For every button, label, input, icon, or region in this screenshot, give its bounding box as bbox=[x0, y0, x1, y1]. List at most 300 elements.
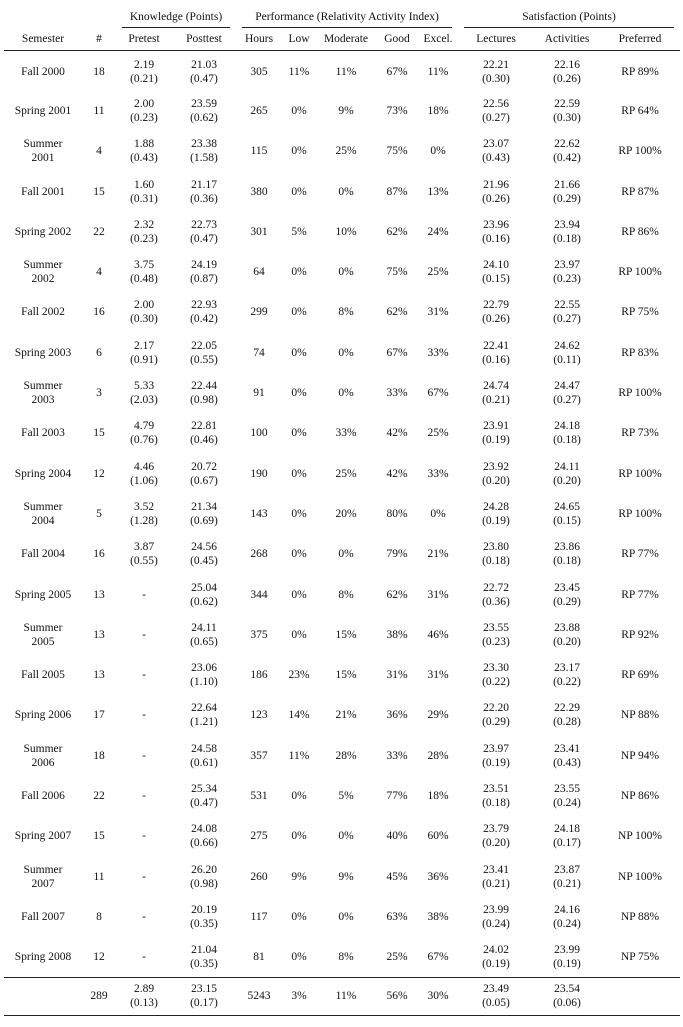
cell-semester: Fall 2001 bbox=[21, 185, 65, 198]
cell-excellent: 0% bbox=[430, 507, 446, 520]
cell-low: 0% bbox=[291, 628, 307, 641]
cell-pretest: 4.79 (0.76) bbox=[130, 420, 158, 447]
cell-posttest: 22.05 (0.55) bbox=[190, 339, 218, 366]
cell-hours: 115 bbox=[250, 145, 268, 158]
totals-good: 56% bbox=[376, 977, 418, 1015]
cell-hours: 123 bbox=[250, 709, 268, 722]
cell-pretest: - bbox=[142, 628, 146, 641]
cell-excellent: 33% bbox=[427, 346, 449, 359]
cell-activities: 22.16 (0.26) bbox=[553, 58, 581, 85]
totals-preferred bbox=[600, 977, 680, 1015]
cell-low: 11% bbox=[288, 749, 310, 762]
cell-posttest: 24.56 (0.45) bbox=[190, 541, 218, 568]
cell-low: 11% bbox=[288, 65, 310, 78]
cell-moderate: 9% bbox=[338, 870, 354, 883]
cell-semester: Fall 2000 bbox=[21, 65, 65, 78]
cell-count: 18 bbox=[93, 749, 105, 762]
cell-lectures: 24.74 (0.21) bbox=[482, 380, 510, 407]
cell-low: 0% bbox=[291, 104, 307, 117]
cell-semester: Summer 2001 bbox=[23, 138, 63, 165]
table-row bbox=[4, 413, 680, 453]
cell-hours: 344 bbox=[250, 588, 268, 601]
cell-preferred: RP 73% bbox=[621, 427, 659, 440]
cell-posttest: 21.03 (0.47) bbox=[190, 58, 218, 85]
cell-count: 13 bbox=[93, 669, 105, 682]
cell-posttest: 24.11 (0.65) bbox=[190, 621, 218, 648]
cell-count: 5 bbox=[96, 507, 102, 520]
cell-preferred: RP 92% bbox=[621, 628, 659, 641]
cell-lectures: 24.02 (0.19) bbox=[482, 943, 510, 970]
cell-preferred: RP 69% bbox=[621, 669, 659, 682]
cell-lectures: 23.91 (0.19) bbox=[482, 420, 510, 447]
cell-semester: Summer 2002 bbox=[23, 259, 63, 286]
table-row bbox=[4, 91, 680, 131]
cell-moderate: 28% bbox=[335, 749, 357, 762]
cell-good: 73% bbox=[386, 104, 408, 117]
cell-moderate: 0% bbox=[338, 185, 354, 198]
cell-lectures: 22.20 (0.29) bbox=[482, 702, 510, 729]
cell-preferred: RP 100% bbox=[618, 467, 662, 480]
cell-preferred: RP 83% bbox=[621, 346, 659, 359]
cell-activities: 22.62 (0.42) bbox=[553, 138, 581, 165]
cell-preferred: NP 94% bbox=[620, 749, 660, 762]
cell-activities: 23.99 (0.19) bbox=[553, 943, 581, 970]
cell-lectures: 23.07 (0.43) bbox=[482, 138, 510, 165]
cell-moderate: 33% bbox=[335, 427, 357, 440]
cell-low: 0% bbox=[291, 830, 307, 843]
cell-good: 79% bbox=[386, 548, 408, 561]
totals-activities: 23.54 (0.06) bbox=[534, 977, 600, 1015]
table-row bbox=[4, 494, 680, 534]
cell-pretest: - bbox=[142, 749, 146, 762]
totals-posttest: 23.15 (0.17) bbox=[172, 977, 236, 1015]
cell-hours: 260 bbox=[250, 870, 268, 883]
cell-excellent: 29% bbox=[427, 709, 449, 722]
totals-moderate: 11% bbox=[316, 977, 376, 1015]
col-header-preferred: Preferred bbox=[600, 28, 680, 51]
cell-semester: Fall 2002 bbox=[21, 306, 65, 319]
table-header bbox=[4, 6, 680, 51]
cell-preferred: RP 64% bbox=[621, 104, 659, 117]
cell-posttest: 25.34 (0.47) bbox=[190, 782, 218, 809]
cell-hours: 265 bbox=[250, 104, 268, 117]
cell-activities: 23.94 (0.18) bbox=[553, 218, 581, 245]
totals-excellent: 30% bbox=[418, 977, 458, 1015]
cell-pretest: 3.75 (0.48) bbox=[130, 259, 158, 286]
table-row bbox=[4, 373, 680, 413]
cell-preferred: RP 100% bbox=[618, 387, 662, 400]
cell-lectures: 22.72 (0.36) bbox=[482, 581, 510, 608]
cell-excellent: 67% bbox=[427, 950, 449, 963]
cell-pretest: 1.88 (0.43) bbox=[130, 138, 158, 165]
cell-low: 0% bbox=[291, 266, 307, 279]
cell-hours: 268 bbox=[250, 548, 268, 561]
col-header-semester: Semester bbox=[4, 28, 82, 51]
table-row bbox=[4, 131, 680, 171]
cell-activities: 23.17 (0.22) bbox=[553, 662, 581, 689]
cell-preferred: NP 100% bbox=[618, 830, 662, 843]
cell-moderate: 8% bbox=[338, 950, 354, 963]
table-row bbox=[4, 574, 680, 614]
group-header-knowledge: Knowledge (Points) bbox=[116, 6, 236, 28]
cell-good: 42% bbox=[386, 427, 408, 440]
cell-count: 16 bbox=[93, 306, 105, 319]
cell-moderate: 25% bbox=[335, 467, 357, 480]
cell-semester: Summer 2005 bbox=[23, 621, 63, 648]
cell-low: 5% bbox=[291, 225, 307, 238]
cell-semester: Summer 2006 bbox=[23, 742, 63, 769]
cell-low: 0% bbox=[291, 427, 307, 440]
col-header-activities: Activities bbox=[534, 28, 600, 51]
table-body bbox=[4, 51, 680, 978]
cell-count: 4 bbox=[96, 145, 102, 158]
cell-count: 6 bbox=[96, 346, 102, 359]
cell-good: 25% bbox=[386, 950, 408, 963]
cell-lectures: 23.92 (0.20) bbox=[482, 460, 510, 487]
cell-good: 67% bbox=[386, 65, 408, 78]
cell-activities: 21.66 (0.29) bbox=[553, 178, 581, 205]
cell-hours: 305 bbox=[250, 65, 268, 78]
cell-pretest: - bbox=[142, 588, 146, 601]
cell-pretest: - bbox=[142, 709, 146, 722]
cell-good: 31% bbox=[386, 669, 408, 682]
cell-moderate: 20% bbox=[335, 507, 357, 520]
cell-semester: Spring 2004 bbox=[14, 467, 72, 480]
cell-hours: 91 bbox=[253, 387, 265, 400]
cell-excellent: 11% bbox=[427, 65, 449, 78]
cell-lectures: 23.55 (0.23) bbox=[482, 621, 510, 648]
cell-low: 0% bbox=[291, 507, 307, 520]
cell-posttest: 21.17 (0.36) bbox=[190, 178, 218, 205]
cell-low: 23% bbox=[288, 669, 310, 682]
cell-moderate: 0% bbox=[338, 266, 354, 279]
cell-preferred: RP 75% bbox=[621, 306, 659, 319]
cell-semester: Spring 2001 bbox=[14, 104, 72, 117]
cell-semester: Spring 2005 bbox=[14, 588, 72, 601]
cell-posttest: 22.73 (0.47) bbox=[190, 218, 218, 245]
cell-activities: 24.18 (0.17) bbox=[553, 823, 581, 850]
cell-lectures: 23.79 (0.20) bbox=[482, 823, 510, 850]
col-header-posttest: Posttest bbox=[172, 28, 236, 51]
cell-low: 0% bbox=[291, 789, 307, 802]
cell-low: 0% bbox=[291, 306, 307, 319]
cell-excellent: 33% bbox=[427, 467, 449, 480]
cell-semester: Fall 2007 bbox=[21, 910, 65, 923]
cell-hours: 299 bbox=[250, 306, 268, 319]
cell-low: 0% bbox=[291, 387, 307, 400]
cell-hours: 375 bbox=[250, 628, 268, 641]
cell-pretest: 2.19 (0.21) bbox=[130, 58, 158, 85]
cell-moderate: 8% bbox=[338, 306, 354, 319]
cell-lectures: 22.41 (0.16) bbox=[482, 339, 510, 366]
cell-moderate: 25% bbox=[335, 145, 357, 158]
cell-preferred: RP 89% bbox=[621, 65, 659, 78]
cell-preferred: NP 88% bbox=[620, 910, 660, 923]
cell-semester: Spring 2008 bbox=[14, 950, 72, 963]
cell-low: 0% bbox=[291, 185, 307, 198]
cell-hours: 190 bbox=[250, 467, 268, 480]
table-row bbox=[4, 252, 680, 292]
cell-posttest: 23.06 (1.10) bbox=[190, 662, 218, 689]
cell-lectures: 22.56 (0.27) bbox=[482, 97, 510, 124]
cell-moderate: 0% bbox=[338, 830, 354, 843]
cell-count: 3 bbox=[96, 387, 102, 400]
cell-hours: 100 bbox=[250, 427, 268, 440]
cell-preferred: NP 88% bbox=[620, 709, 660, 722]
cell-hours: 275 bbox=[250, 830, 268, 843]
cell-posttest: 26.20 (0.98) bbox=[190, 863, 218, 890]
totals-hours: 5243 bbox=[236, 977, 282, 1015]
cell-excellent: 38% bbox=[427, 910, 449, 923]
table-row bbox=[4, 655, 680, 695]
cell-pretest: 3.87 (0.55) bbox=[130, 541, 158, 568]
cell-preferred: RP 100% bbox=[618, 507, 662, 520]
cell-activities: 24.62 (0.11) bbox=[553, 339, 581, 366]
cell-excellent: 67% bbox=[427, 387, 449, 400]
cell-activities: 23.55 (0.24) bbox=[553, 782, 581, 809]
cell-posttest: 24.58 (0.61) bbox=[190, 742, 218, 769]
cell-count: 15 bbox=[93, 830, 105, 843]
cell-lectures: 23.97 (0.19) bbox=[482, 742, 510, 769]
cell-posttest: 21.04 (0.35) bbox=[190, 943, 218, 970]
cell-good: 33% bbox=[386, 387, 408, 400]
cell-pretest: 2.00 (0.30) bbox=[130, 299, 158, 326]
cell-semester: Fall 2005 bbox=[21, 669, 65, 682]
cell-moderate: 8% bbox=[338, 588, 354, 601]
cell-preferred: RP 100% bbox=[618, 266, 662, 279]
cell-good: 62% bbox=[386, 588, 408, 601]
cell-lectures: 23.99 (0.24) bbox=[482, 903, 510, 930]
cell-excellent: 46% bbox=[427, 628, 449, 641]
cell-count: 11 bbox=[93, 870, 105, 883]
cell-low: 0% bbox=[291, 548, 307, 561]
cell-low: 9% bbox=[291, 870, 307, 883]
cell-lectures: 23.41 (0.21) bbox=[482, 863, 510, 890]
cell-good: 63% bbox=[386, 910, 408, 923]
table-row bbox=[4, 534, 680, 574]
col-header-pretest: Pretest bbox=[116, 28, 172, 51]
cell-activities: 23.45 (0.29) bbox=[553, 581, 581, 608]
cell-semester: Spring 2002 bbox=[14, 225, 72, 238]
cell-hours: 531 bbox=[250, 789, 268, 802]
cell-good: 87% bbox=[386, 185, 408, 198]
cell-semester: Spring 2006 bbox=[14, 709, 72, 722]
cell-moderate: 5% bbox=[338, 789, 354, 802]
cell-moderate: 10% bbox=[335, 225, 357, 238]
cell-low: 0% bbox=[291, 467, 307, 480]
header-spacer bbox=[4, 6, 116, 28]
cell-excellent: 28% bbox=[427, 749, 449, 762]
cell-posttest: 24.08 (0.66) bbox=[190, 823, 218, 850]
cell-preferred: NP 75% bbox=[620, 950, 660, 963]
cell-lectures: 24.28 (0.19) bbox=[482, 500, 510, 527]
cell-pretest: - bbox=[142, 870, 146, 883]
cell-pretest: - bbox=[142, 789, 146, 802]
cell-count: 15 bbox=[93, 427, 105, 440]
cell-pretest: 3.52 (1.28) bbox=[130, 500, 158, 527]
cell-good: 38% bbox=[386, 628, 408, 641]
cell-excellent: 21% bbox=[427, 548, 449, 561]
table-totals bbox=[4, 977, 680, 1015]
cell-count: 4 bbox=[96, 266, 102, 279]
cell-pretest: - bbox=[142, 950, 146, 963]
cell-good: 33% bbox=[386, 749, 408, 762]
cell-semester: Fall 2003 bbox=[21, 427, 65, 440]
cell-excellent: 36% bbox=[427, 870, 449, 883]
table-row bbox=[4, 937, 680, 977]
cell-activities: 24.16 (0.24) bbox=[553, 903, 581, 930]
cell-excellent: 31% bbox=[427, 669, 449, 682]
cell-good: 62% bbox=[386, 306, 408, 319]
table-row bbox=[4, 776, 680, 816]
cell-excellent: 24% bbox=[427, 225, 449, 238]
cell-lectures: 22.21 (0.30) bbox=[482, 58, 510, 85]
cell-moderate: 0% bbox=[338, 346, 354, 359]
cell-activities: 24.11 (0.20) bbox=[553, 460, 581, 487]
cell-posttest: 21.34 (0.69) bbox=[190, 500, 218, 527]
table-row bbox=[4, 171, 680, 211]
col-header-good: Good bbox=[376, 28, 418, 51]
cell-good: 77% bbox=[386, 789, 408, 802]
cell-posttest: 20.72 (0.67) bbox=[190, 460, 218, 487]
cell-good: 75% bbox=[386, 266, 408, 279]
cell-activities: 24.18 (0.18) bbox=[553, 420, 581, 447]
col-header-excellent: Excel. bbox=[418, 28, 458, 51]
cell-hours: 301 bbox=[250, 225, 268, 238]
cell-preferred: RP 86% bbox=[621, 225, 659, 238]
cell-moderate: 11% bbox=[335, 65, 357, 78]
cell-preferred: RP 77% bbox=[621, 588, 659, 601]
cell-pretest: - bbox=[142, 830, 146, 843]
cell-count: 12 bbox=[93, 950, 105, 963]
cell-count: 22 bbox=[93, 789, 105, 802]
cell-moderate: 0% bbox=[338, 910, 354, 923]
cell-lectures: 23.51 (0.18) bbox=[482, 782, 510, 809]
cell-hours: 186 bbox=[250, 669, 268, 682]
cell-pretest: 2.32 (0.23) bbox=[130, 218, 158, 245]
cell-lectures: 23.96 (0.16) bbox=[482, 218, 510, 245]
cell-lectures: 23.30 (0.22) bbox=[482, 662, 510, 689]
cell-activities: 23.97 (0.23) bbox=[553, 259, 581, 286]
totals-semester bbox=[4, 977, 82, 1015]
cell-good: 40% bbox=[386, 830, 408, 843]
cell-count: 17 bbox=[93, 709, 105, 722]
cell-excellent: 25% bbox=[427, 266, 449, 279]
cell-low: 0% bbox=[291, 950, 307, 963]
cell-preferred: NP 100% bbox=[618, 870, 662, 883]
cell-excellent: 31% bbox=[427, 306, 449, 319]
table-row bbox=[4, 453, 680, 493]
cell-excellent: 31% bbox=[427, 588, 449, 601]
cell-excellent: 0% bbox=[430, 145, 446, 158]
cell-excellent: 18% bbox=[427, 789, 449, 802]
cell-activities: 22.29 (0.28) bbox=[553, 702, 581, 729]
group-header-satisfaction: Satisfaction (Points) bbox=[458, 6, 680, 28]
cell-count: 11 bbox=[93, 104, 105, 117]
cell-excellent: 18% bbox=[427, 104, 449, 117]
cell-activities: 22.59 (0.30) bbox=[553, 97, 581, 124]
cell-low: 0% bbox=[291, 145, 307, 158]
totals-pretest: 2.89 (0.13) bbox=[116, 977, 172, 1015]
cell-hours: 81 bbox=[253, 950, 265, 963]
cell-hours: 117 bbox=[250, 910, 268, 923]
cell-pretest: 2.00 (0.23) bbox=[130, 97, 158, 124]
cell-posttest: 25.04 (0.62) bbox=[190, 581, 218, 608]
cell-hours: 74 bbox=[253, 346, 265, 359]
cell-lectures: 24.10 (0.15) bbox=[482, 259, 510, 286]
cell-low: 14% bbox=[288, 709, 310, 722]
cell-pretest: 1.60 (0.31) bbox=[130, 178, 158, 205]
cell-moderate: 21% bbox=[335, 709, 357, 722]
table-row bbox=[4, 897, 680, 937]
cell-semester: Summer 2003 bbox=[23, 380, 63, 407]
cell-activities: 23.87 (0.21) bbox=[553, 863, 581, 890]
col-header-hours: Hours bbox=[236, 28, 282, 51]
col-header-lectures: Lectures bbox=[458, 28, 534, 51]
cell-count: 22 bbox=[93, 225, 105, 238]
table-row bbox=[4, 51, 680, 91]
cell-good: 36% bbox=[386, 709, 408, 722]
cell-preferred: RP 100% bbox=[618, 145, 662, 158]
col-header-moderate: Moderate bbox=[316, 28, 376, 51]
cell-posttest: 22.93 (0.42) bbox=[190, 299, 218, 326]
cell-excellent: 13% bbox=[427, 185, 449, 198]
cell-pretest: 4.46 (1.06) bbox=[130, 460, 158, 487]
table-row bbox=[4, 615, 680, 655]
cell-excellent: 25% bbox=[427, 427, 449, 440]
cell-moderate: 15% bbox=[335, 628, 357, 641]
cell-good: 75% bbox=[386, 145, 408, 158]
totals-low: 3% bbox=[282, 977, 316, 1015]
cell-semester: Summer 2004 bbox=[23, 500, 63, 527]
cell-low: 0% bbox=[291, 588, 307, 601]
cell-activities: 24.47 (0.27) bbox=[553, 380, 581, 407]
cell-semester: Fall 2004 bbox=[21, 548, 65, 561]
cell-good: 42% bbox=[386, 467, 408, 480]
cell-posttest: 23.59 (0.62) bbox=[190, 97, 218, 124]
cell-moderate: 15% bbox=[335, 669, 357, 682]
cell-preferred: RP 77% bbox=[621, 548, 659, 561]
cell-count: 13 bbox=[93, 628, 105, 641]
table-row bbox=[4, 212, 680, 252]
cell-activities: 22.55 (0.27) bbox=[553, 299, 581, 326]
cell-count: 15 bbox=[93, 185, 105, 198]
cell-moderate: 9% bbox=[338, 104, 354, 117]
cell-moderate: 0% bbox=[338, 548, 354, 561]
cell-posttest: 22.44 (0.98) bbox=[190, 380, 218, 407]
semester-results-table bbox=[4, 6, 680, 1016]
cell-count: 16 bbox=[93, 548, 105, 561]
col-header-count: # bbox=[82, 28, 116, 51]
col-header-low: Low bbox=[282, 28, 316, 51]
cell-good: 67% bbox=[386, 346, 408, 359]
cell-hours: 64 bbox=[253, 266, 265, 279]
cell-lectures: 21.96 (0.26) bbox=[482, 178, 510, 205]
cell-posttest: 20.19 (0.35) bbox=[190, 903, 218, 930]
cell-count: 13 bbox=[93, 588, 105, 601]
cell-count: 8 bbox=[96, 910, 102, 923]
cell-semester: Spring 2007 bbox=[14, 830, 72, 843]
totals-row bbox=[4, 977, 680, 1015]
totals-lectures: 23.49 (0.05) bbox=[458, 977, 534, 1015]
cell-activities: 23.88 (0.20) bbox=[553, 621, 581, 648]
totals-count: 289 bbox=[82, 977, 116, 1015]
cell-lectures: 22.79 (0.26) bbox=[482, 299, 510, 326]
cell-posttest: 23.38 (1.58) bbox=[190, 138, 218, 165]
cell-count: 18 bbox=[93, 65, 105, 78]
cell-good: 62% bbox=[386, 225, 408, 238]
group-header-performance: Performance (Relativity Activity Index) bbox=[236, 6, 458, 28]
